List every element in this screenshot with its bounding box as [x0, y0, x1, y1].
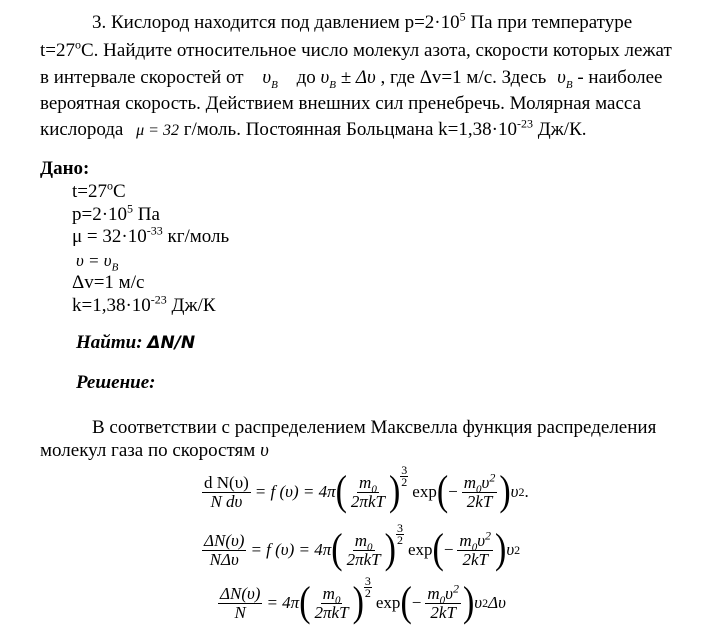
- problem-text: C. Найдите относительное число молекул азота, скорости которых лежат: [81, 40, 672, 61]
- solution-heading: Решение:: [76, 372, 156, 393]
- fraction: $\frac{\text{d N(υ)}}{\text{N dυ}}$: [204, 472, 249, 511]
- formula-maxwell-2: $\frac{\Delta N(\upsilon)}{\text{NΔυ}}$ = f (υ) = 4π ( $\frac{m_0}{\text{2πkT}}$ ) 3 2 exp ( − $\frac{m_0\upsilon^2}{2kT}$ ) υ 2: [204, 520, 521, 573]
- problem-text: до: [296, 67, 321, 88]
- problem-text: 3. Кислород находится под давлением p=2·10: [92, 12, 460, 33]
- given-velocity: $\upsilon = \upsilon_B$: [76, 251, 119, 274]
- formula-maxwell-1: $\frac{\text{d N(υ)}}{\text{N dυ}}$ = f (υ) = 4π ( $\frac{m_0}{\text{2πkT}}$ ) 3 2 exp ( − $\frac{m_0\upsilon^2}{2kT}$ ) υ 2 .: [204, 462, 529, 515]
- exponent: -23: [516, 116, 533, 131]
- exponent: 5: [459, 9, 466, 24]
- given-delta-v: Δv=1 м/с: [72, 272, 145, 293]
- given-boltzmann: $k=1,38\cdot 10^{-23}$ Дж/К: [72, 292, 216, 316]
- velocity-symbol: $\upsilon_B$: [320, 67, 336, 91]
- given-molar-mass: $\mu = 32\cdot 10^{-33}$ кг/моль: [72, 223, 230, 247]
- problem-text: , где Δv=1 м/с. Здесь: [375, 67, 552, 88]
- problem-line-1: [92, 9, 633, 34]
- degree: o: [75, 37, 81, 52]
- fraction: $\frac{\Delta N(\upsilon)}{N}$: [220, 583, 261, 622]
- problem-text: кислорода: [40, 119, 129, 140]
- problem-line-4: [40, 93, 641, 115]
- delta-velocity: ± Δυ: [335, 67, 376, 88]
- solution-paragraph-1: В соответствии с распределением Максвелла функция распределения: [92, 417, 657, 438]
- problem-text: - наиболее: [572, 67, 663, 88]
- problem-text: Дж/К.: [532, 119, 587, 140]
- find-value: ΔN/N: [147, 333, 196, 353]
- problem-text: в интервале скоростей от: [40, 67, 249, 88]
- velocity-symbol: $\upsilon_B$: [262, 67, 278, 91]
- problem-line-5: [40, 116, 587, 142]
- fraction: $\frac{\Delta N(\upsilon)}{\text{NΔυ}}$: [204, 530, 245, 569]
- problem-text: Па при температуре: [465, 12, 633, 33]
- formula-maxwell-3: $\frac{\Delta N(\upsilon)}{N}$ = 4π ( $\frac{m_0}{\text{2πkT}}$ ) 3 2 exp ( − $\frac{m_0\upsilon^2}{2kT}$ ) υ 2 Δυ: [220, 573, 506, 626]
- problem-line-3: [40, 67, 662, 89]
- given-temperature: $t=27^oC$: [72, 178, 126, 202]
- given-heading: Дано:: [40, 158, 90, 179]
- problem-text: г/моль. Постоянная Больцмана k=1,38·10: [178, 119, 517, 140]
- problem-text: t=27: [40, 40, 75, 61]
- problem-text: вероятная скорость. Действием внешних сил пренебречь. Молярная масса: [40, 93, 642, 114]
- molar-mass-symbol: μ = 32: [136, 122, 179, 139]
- solution-paragraph-2: молекул газа по скоростям υ: [40, 440, 269, 461]
- problem-line-2: [40, 37, 672, 62]
- given-pressure: $p=2\cdot 10^5$ Па: [72, 201, 160, 225]
- find-label: Найти: ΔN/N: [76, 332, 196, 353]
- velocity-symbol: $\upsilon_B$: [557, 67, 573, 91]
